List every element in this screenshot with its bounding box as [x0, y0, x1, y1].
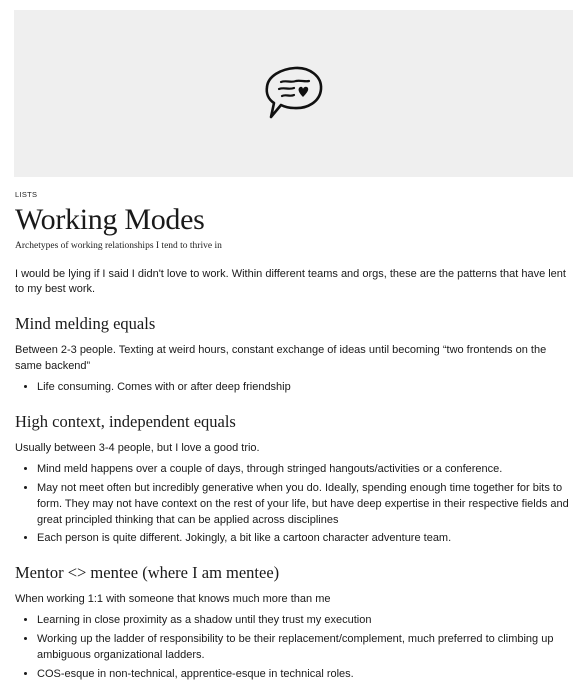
section-description: Between 2-3 people. Texting at weird hours, constant exchange of ideas until becoming “two frontends on the same backend” [15, 344, 547, 373]
article [15, 190, 571, 686]
list-item: • May not meet often but incredibly generative when you do. Ideally, spending enough time together for bits to form. They may not have context on the rest of your life, but have deep expertise in their respective fields and great principled thinking that can be applied across disciplines [37, 481, 571, 529]
bullet-list [15, 613, 571, 683]
section-description: Usually between 3-4 people, but I love a good trio. [15, 441, 260, 454]
list-item: • Learning in close proximity as a shadow until they trust my execution [37, 613, 571, 629]
list-item: • Mind meld happens over a couple of days, through stringed hangouts/activities or a conference. [37, 462, 571, 478]
speech-bubble-heart-icon [259, 59, 329, 129]
page-subtitle: Archetypes of working relationships I tend to thrive in [15, 240, 222, 251]
hero-banner [14, 10, 573, 177]
intro-paragraph: I would be lying if I said I didn't love to work. Within different teams and orgs, these are the patterns that have lent to my best work. [15, 267, 566, 296]
list-item: • Life consuming. Comes with or after deep friendship [37, 380, 571, 396]
category-label[interactable]: LISTS [15, 190, 38, 199]
section-description: When working 1:1 with someone that knows much more than me [15, 593, 331, 606]
page-title: Working Modes [15, 203, 205, 236]
bullet-list [15, 462, 571, 548]
list-item: • Working up the ladder of responsibility to be their replacement/complement, much preferred to climbing up ambiguous organizational ladders. [37, 632, 571, 664]
list-item: • COS-esque in non-technical, apprentice-esque in technical roles. [37, 667, 571, 683]
section-heading: Mind melding equals [15, 314, 156, 334]
bullet-list [15, 380, 571, 396]
list-item: • Each person is quite different. Jokingly, a bit like a cartoon character adventure team. [37, 531, 571, 547]
section-heading: High context, independent equals [15, 411, 236, 431]
section-heading: Mentor <> mentee (where I am mentee) [15, 563, 280, 583]
